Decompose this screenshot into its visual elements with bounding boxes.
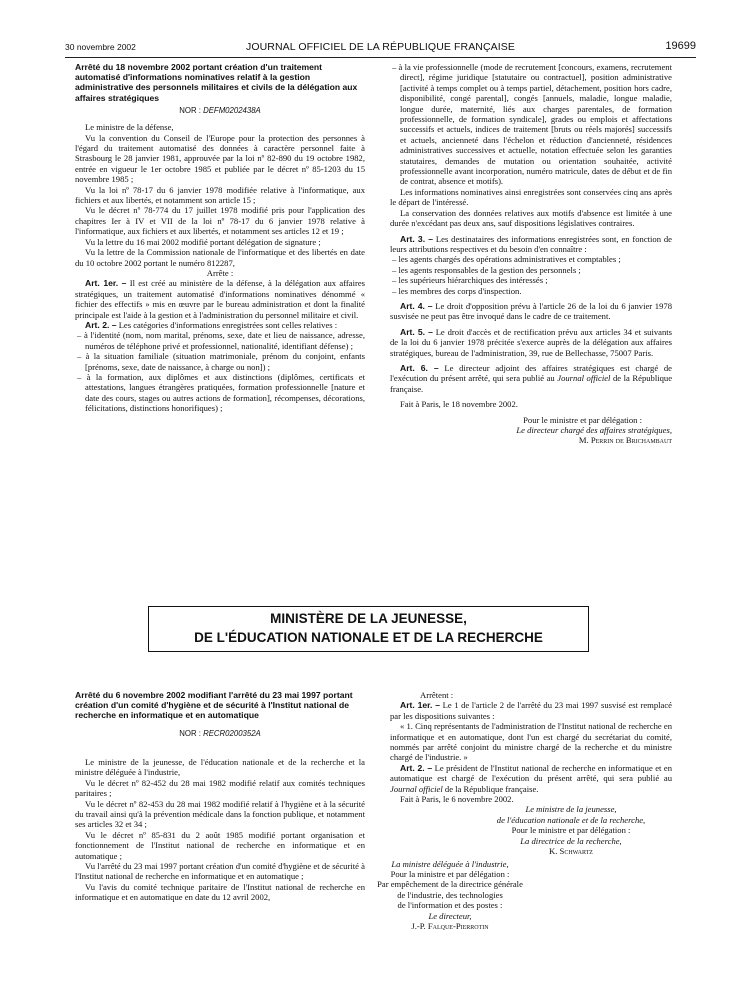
list-item: – les supérieurs hiérarchiques des intéressés ; [392, 275, 548, 286]
list-item: – à l'identité (nom, nom marital, prénoms, sexe, date et lieu de naissance, adresse, numéros de téléphone privé et professionnel, nationalité, identifiant défense) ; [77, 330, 365, 351]
decree2-sigA-title: Le ministre de la jeunesse, [525, 804, 617, 815]
decree2-done: Fait à Paris, le 6 novembre 2002. [400, 794, 514, 805]
decree1-visa-convention: Vu la convention du Conseil de l'Europe pour la protection des personnes à l'égard du traitement automatisé des données à caractère personnel faite à Strasbourg le 28 janvier 1981, approuvée par la loi nº 82-890 du 19 octobre 1982, entrée en vigueur le 1er octobre 1985 et publiée par le décret nº 85-1203 du 15 novembre 1985 ; [75, 132, 365, 185]
list-item: – à la vie professionnelle (mode de recrutement [concours, examens, recrutement direct], régime juridique [statutaire ou contractuel], position administrative [activité à temps complet ou à temps partiel, détachement, position hors cadre, disponibilité, congé parental], congés [annuels, maladie, longue maladie, longue durée, maternité, liés aux charges parentales, de formation professionnelle, de formation syndicale], grades ou emplois et affectations successifs et actuels, indices de traitement [bruts ou réels majorés] successifs et actuels, ancienneté dans l'échelon et réduction d'ancienneté, résidences administratives successives et actuelle, notation effectuée selon les garanties statutaires, demandes de mutation ou orientation souhaitée, activité professionnelle avant incorporation, numéro matricule, dates de début et de fin de contrat, absence et motifs). [392, 62, 672, 187]
journal-title: JOURNAL OFFICIEL DE LA RÉPUBLIQUE FRANÇAISE [246, 41, 515, 53]
decree1-signature-title: Le directeur chargé des affaires stratégiques, [516, 425, 672, 435]
page-number: 19699 [665, 40, 696, 52]
decree1-done: Fait à Paris, le 18 novembre 2002. [400, 399, 518, 410]
list-item: – les membres des corps d'inspection. [392, 285, 522, 296]
page-header [65, 40, 696, 56]
header-date: 30 novembre 2002 [65, 42, 136, 52]
decree1-title: Arrêté du 18 novembre 2002 portant création d'un traitement automatisé d'informations nominatives relatif à la gestion administrative des personnels militaires et civils de la délégation aux affaires stratégiques [75, 62, 358, 103]
decree1-article-6: Art. 6. – Le directeur adjoint des affaires stratégiques est chargé de l'exécution du présent arrêté, qui sera publié au Journal officiel de la République française. [390, 362, 673, 394]
ministry-line-1: MINISTÈRE DE LA JEUNESSE, [270, 611, 467, 626]
decree2-arretent: Arrêtent : [420, 690, 454, 700]
decree2-sigB-line-5: de l'information et des postes : [397, 900, 503, 911]
decree2-nor: NOR : RECR0200352A [179, 728, 261, 738]
decree2-sigA-delegation: Pour le ministre et par délégation : [511, 825, 631, 836]
decree1-visa-loi: Vu la loi nº 78-17 du 6 janvier 1978 modifiée relative à l'informatique, aux fichiers et aux libertés, et notamment son article 15 ; [75, 184, 365, 206]
decree2-article-1: Art. 1er. – Le 1 de l'article 2 de l'arrêté du 23 mai 1997 susvisé est remplacé par les dispositions suivantes : [390, 700, 672, 721]
decree2-visa-avis: Vu l'avis du comité technique paritaire de l'Institut national de recherche en informatique et en automatique en date du 12 avril 2002, [75, 881, 365, 903]
ministry-banner [148, 606, 589, 652]
decree2-sigB-line-4: de l'industrie, des technologies [397, 889, 503, 900]
decree1-visa-cnil: Vu la lettre de la Commission nationale de l'informatique et des libertés en date du 10 octobre 2002 portant le numéro 812287, [75, 247, 365, 268]
decree1-article-2: Art. 2. – Les catégories d'informations enregistrées sont celles relatives : [85, 319, 338, 330]
list-item: – les agents responsables de la gestion des personnels ; [392, 264, 581, 275]
ministry-line-2: DE L'ÉDUCATION NATIONALE ET DE LA RECHERCHE [194, 630, 543, 645]
decree2-sigA-name: K. Schwartz [549, 846, 593, 857]
decree2-right-column [377, 690, 672, 931]
decree1-minister: Le ministre de la défense, [85, 122, 174, 133]
decree1-article-5: Art. 5. – Le droit d'accès et de rectification prévu aux articles 34 et suivants de la loi du 6 janvier 1978 précitée s'exerce auprès de la délégation aux affaires stratégiques, bureau de l'administration, 39, rue de Bellechasse, 75007 Paris. [390, 326, 672, 358]
decree2-sigB-role: Le directeur, [428, 910, 472, 921]
decree2-visa-decret-85-831: Vu le décret nº 85-831 du 2 août 1985 modifié portant organisation et fonctionnement de l'Institut national de recherche en informatique et en automatique ; [75, 829, 365, 861]
header-rule [65, 57, 696, 58]
decree2-article-1-quote: « 1. Cinq représentants de l'administration de l'Institut national de recherche en informatique et en automatique, dont l'un est chargé du secrétariat du comité, nommés par arrêté conjoint du ministre chargé de la recherche et du ministre chargé de l'industrie. » [390, 721, 672, 763]
decree1-signature-name: M. Perrin de Brichambaut [578, 435, 672, 446]
list-item: – à la situation familiale (situation matrimoniale, prénom du conjoint, enfants [prénoms, sexe, date de naissance, à charge ou non]) ; [77, 351, 365, 372]
decree2-sigB-delegation: Pour la ministre et par délégation : [390, 868, 510, 879]
decree2-sigB-title: La ministre déléguée à l'industrie, [391, 858, 509, 869]
decree1-arrete: Arrête : [206, 267, 234, 278]
decree2-visa-arrete-1997: Vu l'arrêté du 23 mai 1997 portant création d'un comité d'hygiène et de sécurité à l'Institut national de recherche en informatique et en automatique ; [75, 861, 365, 882]
decree2-left-column [75, 690, 365, 903]
decree1-conservation-absence: La conservation des données relatives aux motifs d'absence est limitée à une durée n'excédant pas deux ans, sauf dispositions législatives contraires. [390, 207, 672, 229]
decree1-visa-decret: Vu le décret nº 78-774 du 17 juillet 1978 modifié pris pour l'application des chapitres Ier à IV et VII de la loi nº 78-17 du 6 janvier 1978 relative à l'informatique, aux fichiers et aux libertés, et notamment ses articles 12 et 19 ; [75, 205, 365, 237]
decree2-sigB [350, 859, 550, 932]
decree2-article-2: Art. 2. – Le président de l'Institut national de recherche en informatique et en automatique est chargé de l'exécution du présent arrêté, qui sera publié au Journal officiel de la République française. [390, 762, 672, 794]
decree2-ministers: Le ministre de la jeunesse, de l'éducation nationale et de la recherche et la ministre déléguée à l'industrie, [75, 757, 365, 778]
list-item: – les agents chargés des opérations administratives et comptables ; [392, 254, 621, 265]
decree2-visa-decret-82-452: Vu le décret nº 82-452 du 28 mai 1982 modifié relatif aux comités techniques paritaires ; [75, 777, 365, 799]
decree2-sigA-title-2: de l'éducation nationale et de la recherche, [496, 814, 646, 825]
decree1-nor: NOR : DEFM0202438A [179, 105, 261, 115]
decree2-sigB-name: J.-P. Falque-Pierrotin [411, 920, 489, 931]
decree1-article-1: Art. 1er. – Il est créé au ministère de la défense, à la délégation aux affaires stratégiques, un traitement automatisé d'informations nominatives dénommé « fichier des effectifs » mis en œuvre par le bureau administration et dont la finalité principale est l'aide à la gestion et à l'administration du personnel militaire et civil. [75, 278, 366, 320]
decree1-visa-lettre: Vu la lettre du 16 mai 2002 modifié portant délégation de signature ; [85, 236, 321, 247]
list-item: – à la formation, aux diplômes et aux distinctions (diplômes, certificats et attestations, langues étrangères pratiquées, formation professionnelle [nature et date des cours, stages ou autres actions de formation], récompenses, décorations, félicitations, distinctions honorifiques) ; [77, 371, 365, 414]
decree2-visa-decret-82-453: Vu le décret nº 82-453 du 28 mai 1982 modifié relatif à l'hygiène et à la sécurité du travail ainsi qu'à la prévention médicale dans la fonction publique, et notamment ses articles 32 et 34 ; [75, 798, 365, 830]
decree2-title: Arrêté du 6 novembre 2002 modifiant l'arrêté du 23 mai 1997 portant création d'un comité d'hygiène et de sécurité à l'Institut national de recherche en informatique et en automatique [75, 690, 353, 721]
decree1-conservation: Les informations nominatives ainsi enregistrées sont conservées cinq ans après le départ de l'intéressé. [390, 186, 672, 208]
decree2-sigB-empechement: Par empêchement de la directrice générale [377, 879, 523, 890]
decree1-article-3: Art. 3. – Les destinataires des informations enregistrées sont, en fonction de leurs attributions respectives et du besoin d'en connaître : [390, 233, 672, 254]
decree1-article-4: Art. 4. – Le droit d'opposition prévu à l'article 26 de la loi du 6 janvier 1978 susvisée ne peut pas être invoqué dans le cadre de ce traitement. [390, 300, 672, 322]
decree1-left-column [75, 62, 365, 414]
decree1-signature-delegation: Pour le ministre et par délégation : [523, 414, 642, 425]
decree1-right-column [390, 62, 672, 446]
decree2-sigA-role: La directrice de la recherche, [520, 835, 622, 846]
